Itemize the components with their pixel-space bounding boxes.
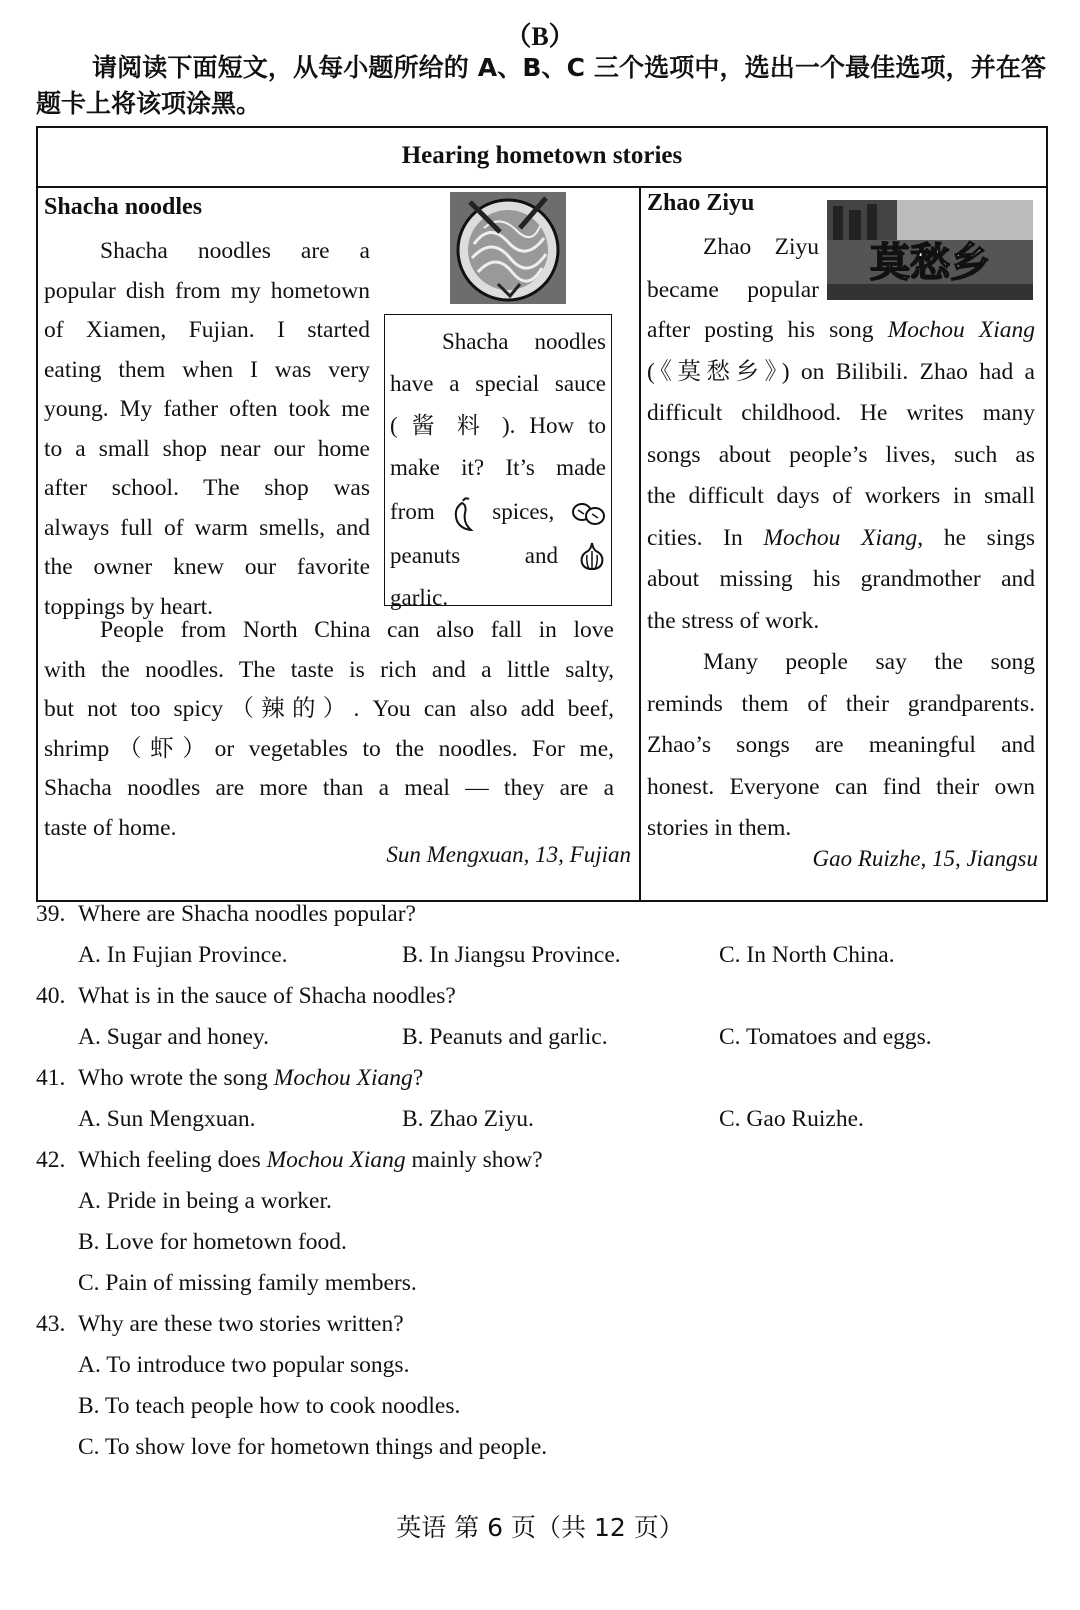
option[interactable]: A. Sun Mengxuan. <box>78 1106 256 1132</box>
sauce-line: garlic. <box>390 585 449 610</box>
option[interactable]: B. To teach people how to cook noodles. <box>78 1393 461 1419</box>
page-footer: 英语 第 6 页（共 12 页） <box>396 1513 684 1542</box>
option[interactable]: B. Love for hometown food. <box>78 1229 347 1255</box>
song-poster-image <box>827 200 1033 300</box>
questions-section <box>36 894 1046 1468</box>
passage-table <box>36 126 1048 902</box>
byline-right: Gao Ruizhe, 15, Jiangsu <box>812 846 1038 871</box>
pepper-icon <box>451 497 477 531</box>
right-para-2: Many people say the song reminds them of their grandparents. Zhao’s songs are meaningful and honest. Everyone can find their own stories in them. <box>647 649 1035 841</box>
instructions: 请阅读下面短文，从每小题所给的 A、B、C 三个选项中，选出一个最佳选项，并在答题卡上将该项涂黑。 <box>36 53 1046 118</box>
option[interactable]: A. To introduce two popular songs. <box>78 1352 410 1378</box>
byline-left: Sun Mengxuan, 13, Fujian <box>386 842 631 867</box>
options-41 <box>36 1099 1046 1140</box>
question-42: 42. Which feeling does Mochou Xiang mainly show? <box>36 1147 543 1173</box>
option[interactable]: B. In Jiangsu Province. <box>402 942 621 968</box>
left-para-2: People from North China can also fall in love with the noodles. The taste is rich and a little salty, but not too spicy（辣的）. You can also add beef, shrimp（虾）or vegetables to the noodles. For me, Shacha noodles are more than a meal — they are a taste of home. <box>44 617 614 841</box>
passage-title: Hearing hometown stories <box>38 128 1046 188</box>
story-zhao-ziyu <box>641 186 1046 900</box>
option[interactable]: A. Pride in being a worker. <box>78 1188 332 1214</box>
garlic-icon <box>578 541 606 571</box>
options-39 <box>36 935 1046 976</box>
question-40: 40. What is in the sauce of Shacha noodles? <box>36 983 456 1009</box>
option[interactable]: C. To show love for hometown things and people. <box>78 1434 548 1460</box>
noodle-bowl-image <box>450 192 566 304</box>
sauce-info-box <box>384 314 612 610</box>
sauce-line: from <box>390 499 435 524</box>
option[interactable]: C. Tomatoes and eggs. <box>719 1024 932 1050</box>
sauce-line: peanuts and <box>390 543 558 568</box>
story-shacha-noodles <box>38 186 641 900</box>
left-para-1: Shacha noodles are a popular dish from my hometown of Xiamen, Fujian. I started eating them when I was very young. My father often took me to a small shop near our home after school. The shop was always full of warm smells, and the owner knew our favorite toppings by heart. <box>44 238 370 620</box>
option[interactable]: C. Pain of missing family members. <box>78 1270 417 1296</box>
right-para-1: after posting his song Mochou Xiang (《莫愁乡》) on Bilibili. Zhao had a difficult childhood. He writes many songs about people’s lives, such as the difficult days of workers in small cities. In Mochou Xiang, he sings about missing his grandmother and the stress of work. <box>647 317 1035 634</box>
section-label: （B） <box>505 22 575 51</box>
story-heading-left: Shacha noodles <box>44 194 203 220</box>
option[interactable]: C. In North China. <box>719 942 895 968</box>
sauce-line: spices, <box>492 499 555 524</box>
right-para-1-head: Zhao Ziyu became popular <box>647 234 819 303</box>
sauce-line: Shacha noodles <box>442 329 606 354</box>
option[interactable]: A. In Fujian Province. <box>78 942 288 968</box>
sauce-line: ( 酱 料 ). How to <box>390 413 606 438</box>
question-39: 39. Where are Shacha noodles popular? <box>36 901 416 927</box>
options-40 <box>36 1017 1046 1058</box>
story-heading-right: Zhao Ziyu <box>647 190 755 216</box>
option[interactable]: B. Peanuts and garlic. <box>402 1024 608 1050</box>
option[interactable]: C. Gao Ruizhe. <box>719 1106 864 1132</box>
sauce-line: make it? It’s made <box>390 455 606 480</box>
sauce-line: have a special sauce <box>390 371 606 396</box>
option[interactable]: B. Zhao Ziyu. <box>402 1106 534 1132</box>
question-41: 41. Who wrote the song Mochou Xiang? <box>36 1065 424 1091</box>
option[interactable]: A. Sugar and honey. <box>78 1024 270 1050</box>
poster-title: 莫愁乡 <box>870 240 990 286</box>
peanut-icon <box>570 498 606 530</box>
question-43: 43. Why are these two stories written? <box>36 1311 404 1337</box>
